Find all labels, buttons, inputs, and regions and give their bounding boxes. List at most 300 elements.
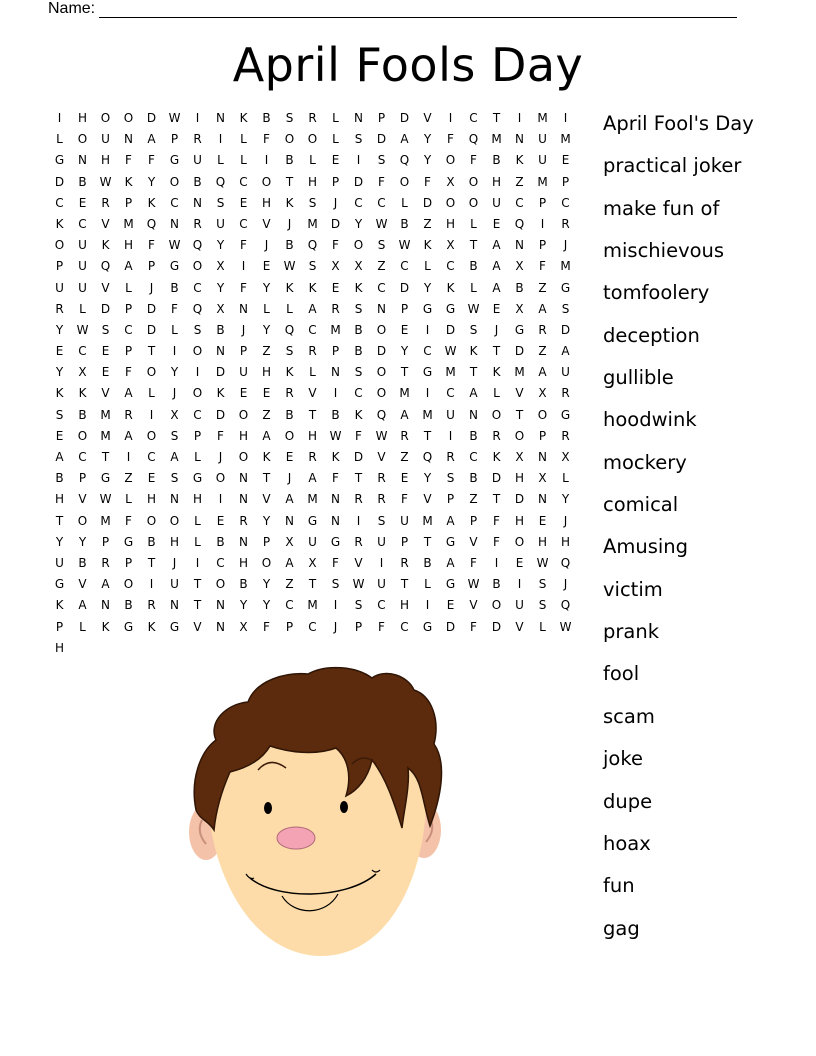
grid-letter: M — [330, 322, 341, 337]
grid-letter: C — [561, 195, 570, 210]
grid-letter: P — [239, 344, 248, 359]
grid-letter: X — [285, 534, 294, 549]
grid-letter: F — [470, 153, 477, 168]
grid-letter: P — [55, 259, 64, 274]
name-field — [48, 0, 737, 18]
grid-letter: T — [101, 450, 110, 464]
grid-letter: B — [492, 153, 501, 168]
word-list-item: mockery — [603, 450, 687, 474]
grid-letter: J — [218, 450, 223, 464]
grid-letter: M — [307, 216, 318, 231]
grid-letter: H — [514, 513, 525, 528]
grid-letter: C — [285, 598, 294, 613]
grid-letter: F — [493, 513, 500, 528]
grid-letter: S — [354, 301, 363, 316]
grid-letter: M — [537, 111, 548, 125]
grid-letter: A — [492, 259, 501, 274]
grid-letter: K — [285, 280, 294, 295]
grid-letter: H — [100, 153, 111, 168]
grid-letter: R — [308, 450, 317, 464]
grid-letter: S — [538, 598, 547, 613]
grid-letter: K — [285, 195, 294, 210]
grid-letter: O — [192, 344, 203, 359]
grid-letter: G — [330, 534, 341, 549]
grid-letter: W — [467, 577, 480, 592]
grid-letter: O — [77, 513, 88, 528]
grid-letter: O — [123, 111, 134, 125]
grid-letter: O — [537, 407, 548, 422]
grid-letter: V — [469, 534, 478, 549]
grid-letter: R — [561, 428, 570, 443]
grid-letter: Y — [262, 598, 271, 613]
grid-letter: R — [193, 216, 202, 231]
grid-letter: N — [216, 344, 225, 359]
grid-letter: Y — [262, 513, 271, 528]
grid-letter: T — [308, 577, 317, 592]
grid-letter: C — [515, 195, 524, 210]
grid-letter: D — [560, 322, 571, 337]
grid-letter: P — [538, 238, 547, 253]
grid-letter: N — [538, 450, 547, 464]
grid-letter: R — [377, 471, 386, 486]
right-eye — [340, 801, 348, 813]
grid-letter: D — [215, 407, 226, 422]
grid-letter: O — [261, 555, 272, 570]
grid-letter: P — [124, 344, 133, 359]
grid-letter: F — [424, 174, 431, 189]
grid-letter: C — [193, 280, 202, 295]
grid-letter: T — [492, 492, 501, 507]
grid-letter: M — [422, 407, 433, 422]
grid-letter: R — [331, 301, 340, 316]
grid-letter: U — [78, 280, 87, 295]
grid-letter: A — [55, 450, 64, 464]
grid-letter: K — [492, 450, 501, 464]
grid-letter: H — [54, 640, 65, 655]
grid-letter: B — [285, 153, 294, 168]
grid-letter: R — [561, 386, 570, 401]
grid-letter: W — [76, 322, 89, 337]
grid-letter: Q — [422, 450, 433, 464]
grid-letter: K — [308, 280, 317, 295]
grid-letter: E — [101, 344, 110, 359]
grid-letter: A — [469, 386, 478, 401]
grid-letter: R — [354, 492, 363, 507]
grid-letter: O — [376, 386, 387, 401]
grid-letter: A — [492, 238, 501, 253]
grid-letter: L — [217, 153, 224, 168]
grid-letter: O — [491, 598, 502, 613]
grid-letter: P — [400, 301, 409, 316]
grid-letter: F — [217, 428, 224, 443]
grid-letter: S — [285, 344, 294, 359]
grid-letter: A — [308, 471, 317, 486]
grid-letter: O — [100, 111, 111, 125]
grid-letter: A — [446, 513, 455, 528]
grid-letter: B — [285, 238, 294, 253]
grid-letter: B — [147, 534, 156, 549]
grid-letter: G — [123, 619, 134, 634]
grid-letter: K — [124, 174, 133, 189]
grid-letter: Q — [560, 598, 571, 613]
grid-letter: M — [514, 365, 525, 380]
grid-letter: J — [172, 386, 177, 401]
grid-letter: G — [54, 153, 65, 168]
grid-letter: W — [375, 428, 388, 443]
grid-letter: W — [99, 174, 112, 189]
grid-letter: V — [193, 619, 202, 634]
grid-letter: O — [238, 407, 249, 422]
grid-letter: U — [400, 513, 409, 528]
grid-letter: S — [170, 428, 179, 443]
grid-letter: L — [263, 301, 270, 316]
grid-letter: P — [78, 471, 87, 486]
grid-letter: C — [239, 216, 248, 231]
grid-letter: K — [515, 153, 524, 168]
grid-letter: L — [194, 534, 201, 549]
grid-letter: X — [446, 174, 455, 189]
grid-letter: Q — [192, 238, 203, 253]
grid-letter: J — [563, 577, 568, 592]
grid-letter: R — [354, 534, 363, 549]
grid-letter: G — [422, 301, 433, 316]
grid-letter: Q — [560, 555, 571, 570]
grid-letter: C — [446, 259, 455, 274]
name-blank-line — [99, 3, 737, 18]
grid-letter: B — [469, 259, 478, 274]
grid-letter: P — [538, 195, 547, 210]
grid-letter: R — [561, 216, 570, 231]
grid-letter: L — [470, 280, 477, 295]
grid-letter: V — [78, 492, 87, 507]
grid-letter: K — [469, 344, 478, 359]
grid-letter: E — [492, 301, 501, 316]
grid-letter: O — [514, 534, 525, 549]
grid-letter: W — [283, 259, 296, 274]
grid-letter: U — [55, 280, 64, 295]
grid-letter: E — [239, 195, 248, 210]
grid-letter: Y — [147, 174, 156, 189]
grid-letter: O — [77, 132, 88, 147]
grid-letter: F — [355, 428, 362, 443]
grid-letter: K — [216, 386, 225, 401]
grid-letter: O — [169, 174, 180, 189]
word-list-item: fun — [603, 874, 635, 898]
grid-letter: C — [377, 280, 386, 295]
grid-letter: I — [517, 111, 522, 125]
grid-letter: P — [124, 301, 133, 316]
grid-letter: K — [492, 365, 501, 380]
grid-letter: R — [55, 301, 64, 316]
grid-letter: K — [101, 238, 110, 253]
grid-letter: Y — [55, 322, 64, 337]
grid-letter: E — [400, 471, 409, 486]
grid-letter: T — [492, 111, 501, 125]
grid-letter: E — [561, 153, 570, 168]
word-list-item: hoax — [603, 831, 651, 855]
grid-letter: I — [448, 428, 453, 443]
grid-letter: V — [515, 386, 524, 401]
grid-letter: K — [55, 598, 64, 613]
word-list-item: mischievous — [603, 239, 725, 263]
grid-letter: D — [399, 280, 410, 295]
grid-letter: N — [216, 619, 225, 634]
grid-letter: G — [514, 322, 525, 337]
grid-letter: R — [193, 132, 202, 147]
grid-letter: B — [354, 344, 363, 359]
grid-letter: S — [308, 259, 317, 274]
grid-letter: I — [195, 111, 200, 125]
grid-letter: G — [422, 365, 433, 380]
grid-letter: C — [308, 619, 317, 634]
grid-letter: A — [124, 428, 133, 443]
grid-letter: B — [423, 555, 432, 570]
grid-letter: E — [216, 513, 225, 528]
grid-letter: Q — [215, 174, 226, 189]
grid-letter: R — [101, 555, 110, 570]
grid-letter: Z — [285, 577, 294, 592]
grid-letter: F — [378, 619, 385, 634]
grid-letter: K — [262, 450, 271, 464]
grid-letter: C — [78, 344, 87, 359]
grid-letter: H — [123, 238, 134, 253]
grid-letter: V — [423, 492, 432, 507]
grid-letter: E — [78, 195, 87, 210]
grid-letter: H — [169, 534, 180, 549]
grid-letter: J — [149, 280, 154, 295]
grid-letter: K — [147, 195, 156, 210]
grid-letter: I — [540, 216, 545, 231]
grid-letter: C — [377, 195, 386, 210]
grid-letter: I — [379, 555, 384, 570]
left-eye — [264, 802, 272, 814]
grid-letter: F — [447, 132, 454, 147]
grid-letter: I — [57, 111, 62, 125]
grid-letter: V — [262, 216, 271, 231]
grid-letter: L — [240, 132, 247, 147]
grid-letter: T — [469, 238, 478, 253]
grid-letter: B — [170, 280, 179, 295]
grid-letter: U — [492, 195, 501, 210]
grid-letter: W — [375, 216, 388, 231]
grid-letter: A — [446, 555, 455, 570]
grid-letter: O — [376, 322, 387, 337]
word-list-item: gullible — [603, 366, 674, 390]
grid-letter: O — [146, 365, 157, 380]
grid-letter: D — [146, 322, 157, 337]
grid-letter: V — [515, 619, 524, 634]
grid-letter: O — [284, 428, 295, 443]
grid-letter: B — [492, 577, 501, 592]
grid-letter: E — [101, 365, 110, 380]
grid-letter: Z — [400, 450, 409, 464]
grid-letter: Y — [262, 322, 271, 337]
grid-letter: L — [171, 322, 178, 337]
grid-letter: P — [285, 619, 294, 634]
grid-letter: G — [123, 534, 134, 549]
grid-letter: Y — [55, 534, 64, 549]
grid-letter: H — [238, 555, 249, 570]
grid-letter: F — [125, 513, 132, 528]
grid-letter: C — [78, 216, 87, 231]
grid-letter: L — [286, 301, 293, 316]
grid-letter: O — [307, 132, 318, 147]
grid-letter: T — [423, 428, 432, 443]
grid-letter: Y — [55, 365, 64, 380]
grid-letter: U — [78, 259, 87, 274]
grid-letter: J — [494, 322, 499, 337]
grid-letter: I — [425, 598, 430, 613]
grid-letter: S — [101, 322, 110, 337]
grid-letter: I — [218, 492, 223, 507]
grid-letter: P — [193, 428, 202, 443]
grid-letter: F — [378, 174, 385, 189]
grid-letter: V — [423, 111, 432, 125]
grid-letter: A — [492, 280, 501, 295]
grid-letter: F — [401, 492, 408, 507]
grid-letter: P — [331, 174, 340, 189]
grid-letter: J — [333, 619, 338, 634]
grid-letter: J — [287, 216, 292, 231]
grid-letter: H — [445, 216, 456, 231]
grid-letter: O — [169, 513, 180, 528]
grid-letter: V — [78, 577, 87, 592]
grid-letter: M — [100, 428, 111, 443]
grid-letter: X — [170, 407, 179, 422]
grid-letter: Z — [423, 216, 432, 231]
grid-letter: X — [561, 450, 570, 464]
grid-letter: H — [307, 174, 318, 189]
grid-letter: X — [538, 386, 547, 401]
grid-letter: Q — [192, 301, 203, 316]
grid-letter: H — [560, 534, 571, 549]
grid-letter: F — [171, 301, 178, 316]
grid-letter: F — [493, 534, 500, 549]
word-list-item: fool — [603, 662, 640, 686]
grid-letter: J — [241, 322, 246, 337]
grid-letter: P — [561, 174, 570, 189]
grid-letter: Z — [469, 492, 478, 507]
grid-letter: X — [78, 365, 87, 380]
grid-letter: K — [446, 280, 455, 295]
grid-letter: J — [563, 513, 568, 528]
grid-letter: S — [285, 111, 294, 125]
grid-letter: K — [285, 365, 294, 380]
grid-letter: I — [126, 450, 131, 464]
grid-letter: U — [561, 365, 570, 380]
grid-letter: X — [239, 619, 248, 634]
grid-letter: N — [216, 598, 225, 613]
grid-letter: T — [400, 365, 409, 380]
grid-letter: A — [147, 132, 156, 147]
grid-letter: N — [285, 513, 294, 528]
grid-letter: I — [218, 132, 223, 147]
grid-letter: U — [216, 216, 225, 231]
grid-letter: U — [377, 534, 386, 549]
grid-letter: L — [401, 195, 408, 210]
grid-letter: O — [468, 195, 479, 210]
grid-letter: A — [285, 555, 294, 570]
grid-letter: O — [192, 259, 203, 274]
grid-letter: A — [78, 598, 87, 613]
grid-letter: E — [538, 513, 547, 528]
grid-letter: O — [146, 513, 157, 528]
grid-letter: N — [170, 492, 179, 507]
grid-letter: G — [560, 407, 571, 422]
grid-letter: F — [125, 153, 132, 168]
grid-letter: H — [514, 471, 525, 486]
grid-letter: U — [170, 577, 179, 592]
grid-letter: G — [169, 259, 180, 274]
grid-letter: F — [332, 555, 339, 570]
grid-letter: U — [515, 598, 524, 613]
grid-letter: C — [308, 322, 317, 337]
grid-letter: E — [147, 471, 156, 486]
grid-letter: L — [148, 386, 155, 401]
grid-letter: C — [469, 111, 478, 125]
grid-letter: P — [331, 344, 340, 359]
grid-letter: A — [124, 386, 133, 401]
word-list-item: comical — [603, 493, 679, 517]
grid-letter: J — [287, 471, 292, 486]
grid-letter: L — [194, 513, 201, 528]
grid-letter: D — [330, 216, 341, 231]
grid-letter: K — [147, 619, 156, 634]
word-list-item: scam — [603, 704, 655, 728]
grid-letter: X — [308, 555, 317, 570]
grid-letter: W — [168, 238, 181, 253]
grid-letter: O — [215, 577, 226, 592]
grid-letter: Z — [262, 407, 271, 422]
grid-letter: N — [331, 365, 340, 380]
grid-letter: O — [445, 195, 456, 210]
grid-letter: L — [332, 111, 339, 125]
grid-letter: I — [241, 259, 246, 274]
grid-letter: I — [264, 153, 269, 168]
word-list-item: dupe — [603, 789, 653, 813]
grid-letter: W — [168, 111, 181, 125]
grid-letter: K — [239, 111, 248, 125]
grid-letter: D — [399, 111, 410, 125]
grid-letter: N — [515, 238, 524, 253]
grid-letter: K — [354, 407, 363, 422]
grid-letter: B — [216, 322, 225, 337]
word-list-item: make fun of — [603, 196, 720, 220]
grid-letter: D — [445, 619, 456, 634]
grid-letter: Y — [423, 132, 432, 147]
grid-letter: B — [239, 577, 248, 592]
grid-letter: D — [491, 619, 502, 634]
grid-letter: T — [423, 534, 432, 549]
grid-letter: F — [332, 238, 339, 253]
grid-letter: H — [238, 428, 249, 443]
grid-letter: D — [491, 471, 502, 486]
grid-letter: G — [445, 301, 456, 316]
grid-letter: U — [193, 153, 202, 168]
grid-letter: U — [239, 365, 248, 380]
grid-letter: V — [377, 450, 386, 464]
grid-letter: M — [123, 216, 134, 231]
grid-letter: P — [101, 534, 110, 549]
grid-letter: E — [55, 344, 64, 359]
grid-letter: O — [468, 174, 479, 189]
grid-letter: O — [353, 238, 364, 253]
grid-letter: I — [356, 153, 361, 168]
grid-letter: T — [193, 577, 202, 592]
grid-letter: X — [216, 301, 225, 316]
grid-letter: G — [100, 471, 111, 486]
grid-letter: F — [125, 365, 132, 380]
